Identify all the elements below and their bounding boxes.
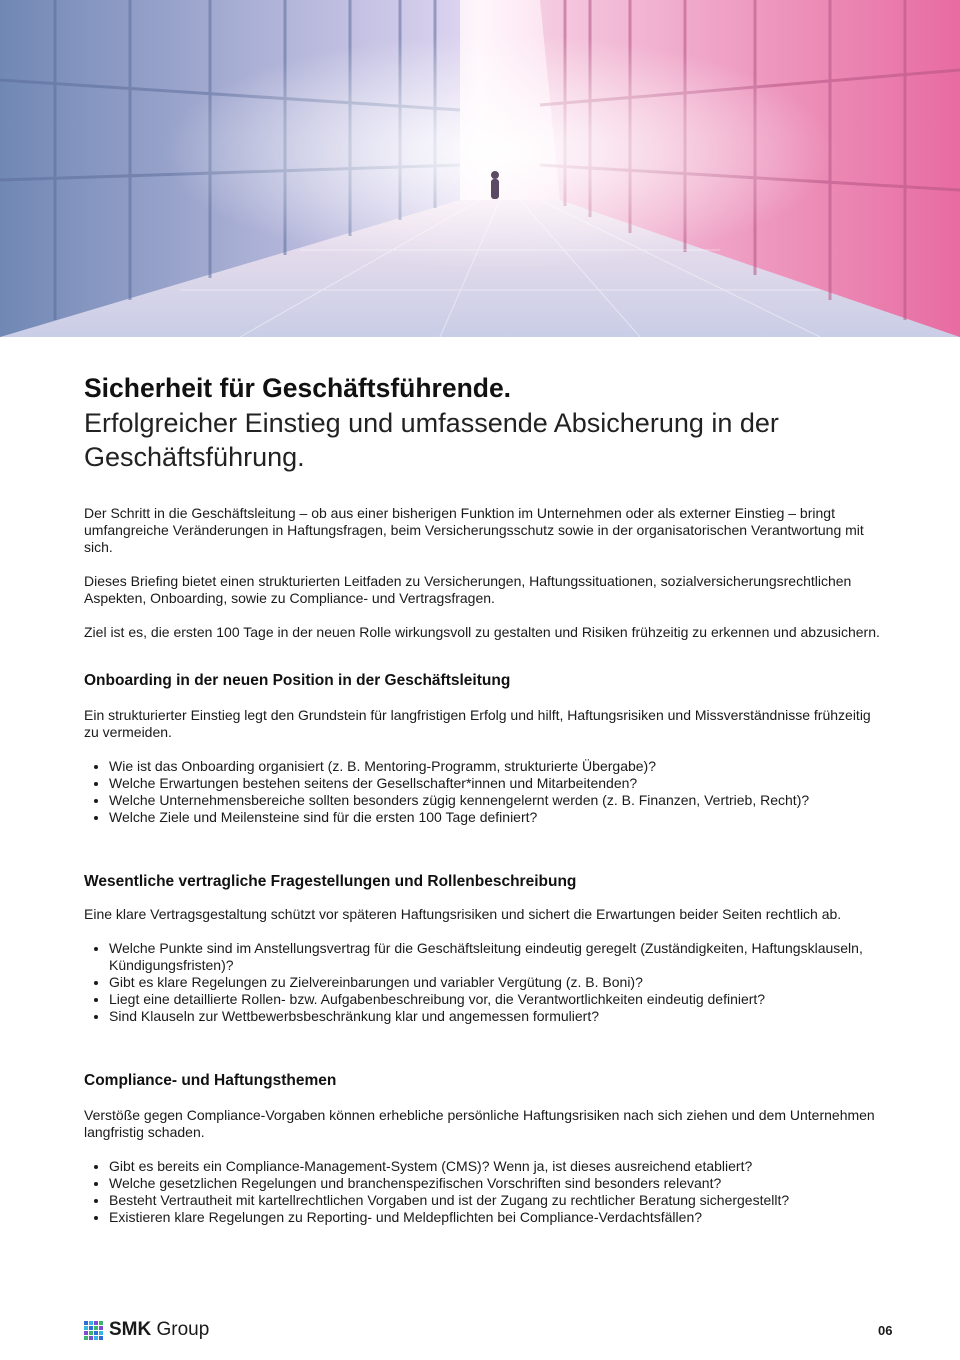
page-subtitle: Erfolgreicher Einstieg und umfassende Absicherung in der Geschäftsführung.: [84, 408, 779, 472]
list-item: • Welche Erwartungen bestehen seitens der Gesellschafter*innen und Mitarbeitenden?: [109, 775, 884, 792]
list-item: • Gibt es klare Regelungen zu Zielvereinbarungen und variabler Vergütung (z. B. Boni)?: [109, 974, 884, 991]
list-item: • Welche Ziele und Meilensteine sind für die ersten 100 Tage definiert?: [109, 809, 884, 826]
logo-grid-icon: [84, 1321, 103, 1340]
list-item: • Welche gesetzlichen Regelungen und branchenspezifischen Vorschriften sind besonders relevant?: [109, 1175, 884, 1192]
section-text: Ein strukturierter Einstieg legt den Grundstein für langfristigen Erfolg und hilft, Haftungsrisiken und Missverständnisse frühzeitig zu vermeiden.: [84, 707, 871, 740]
list-item: • Liegt eine detaillierte Rollen- bzw. Aufgabenbeschreibung vor, die Verantwortlichkeiten eindeutig definiert?: [109, 991, 884, 1008]
person-figure-icon: [491, 171, 499, 199]
bullet-list: [84, 758, 884, 826]
list-item: • Gibt es bereits ein Compliance-Management-System (CMS)? Wenn ja, ist dieses ausreichend etabliert?: [109, 1158, 884, 1175]
page-title: Sicherheit für Geschäftsführende.: [84, 373, 512, 403]
intro-paragraph: Ziel ist es, die ersten 100 Tage in der neuen Rolle wirkungsvoll zu gestalten und Risiken frühzeitig zu erkennen und abzusichern.: [84, 624, 880, 640]
section-heading: Compliance- und Haftungsthemen: [84, 1072, 337, 1089]
logo-text: SMK Group: [109, 1319, 210, 1340]
bullet-list: [84, 940, 884, 1025]
page-number: 06: [878, 1323, 893, 1338]
list-item: • Welche Punkte sind im Anstellungsvertrag für die Geschäftsleitung eindeutig geregelt (Zuständigkeiten, Haftungsklauseln, Kündigungsfristen)?: [109, 940, 884, 974]
list-item: • Besteht Vertrautheit mit kartellrechtlichen Vorgaben und ist der Zugang zu rechtlicher Beratung sichergestellt?: [109, 1192, 884, 1209]
section-text: Eine klare Vertragsgestaltung schützt vor späteren Haftungsrisiken und sichert die Erwartungen beider Seiten rechtlich ab.: [84, 906, 842, 922]
corridor-illustration: [0, 0, 960, 337]
list-item: • Sind Klauseln zur Wettbewerbsbeschränkung klar und angemessen formuliert?: [109, 1008, 884, 1025]
list-item: • Wie ist das Onboarding organisiert (z. B. Mentoring-Programm, strukturierte Übergabe)?: [109, 758, 884, 775]
section-heading: Onboarding in der neuen Position in der Geschäftsleitung: [84, 672, 511, 689]
section-text: Verstöße gegen Compliance-Vorgaben können erhebliche persönliche Haftungsrisiken nach sich ziehen und dem Unternehmen langfristig schaden.: [84, 1107, 875, 1140]
hero-corridor-image: [0, 0, 960, 337]
intro-paragraph: Dieses Briefing bietet einen strukturierten Leitfaden zu Versicherungen, Haftungssituationen, sozialversicherungsrechtlichen Aspekten, Onboarding, sowie zu Compliance- und Vertragsfragen.: [84, 573, 852, 606]
list-item: • Existieren klare Regelungen zu Reporting- und Meldepflichten bei Compliance-Verdachtsfällen?: [109, 1209, 884, 1226]
list-item: • Welche Unternehmensbereiche sollten besonders zügig kennengelernt werden (z. B. Finanzen, Vertrieb, Recht)?: [109, 792, 884, 809]
section-heading: Wesentliche vertragliche Fragestellungen und Rollenbeschreibung: [84, 873, 577, 890]
bullet-list: [84, 1158, 884, 1226]
intro-paragraph: Der Schritt in die Geschäftsleitung – ob aus einer bisherigen Funktion im Unternehmen oder als externer Einstieg – bringt umfangreiche Veränderungen in Haftungsfragen, beim Versicherungsschutz sowie in der organisatorischen Verantwortung mit sich.: [84, 505, 864, 555]
main-content: [84, 372, 884, 1226]
smk-group-logo: [84, 1319, 209, 1341]
